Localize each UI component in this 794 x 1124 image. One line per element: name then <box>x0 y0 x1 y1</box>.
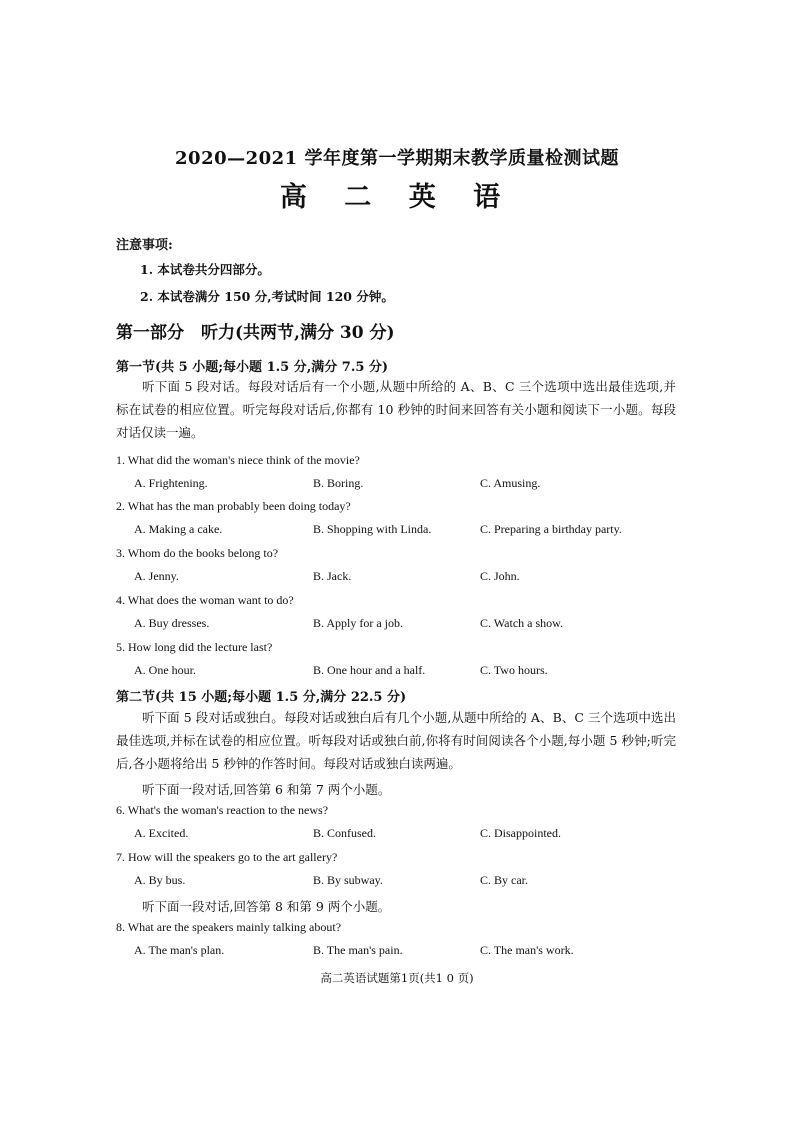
option-a: A. One hour. <box>134 663 196 677</box>
question-1: 1. What did the woman's niece think of the movie? <box>116 453 360 467</box>
question-6: 6. What's the woman's reaction to the news? <box>116 803 329 817</box>
option-a: A. Frightening. <box>134 476 208 490</box>
option-c: C. Preparing a birthday party. <box>480 522 622 536</box>
option-b: B. Jack. <box>313 569 352 583</box>
option-b: B. Apply for a job. <box>313 616 403 630</box>
dialogue-note: 听下面一段对话,回答第 8 和第 9 两个小题。 <box>142 899 391 914</box>
option-c: C. Disappointed. <box>480 826 561 840</box>
section-one-instructions: 听下面 5 段对话。每段对话后有一个小题,从题中所给的 A、B、C 三个选项中选出最佳选项,并标在试卷的相应位置。听完每段对话后,你都有 10 秒钟的时间来回答有关小题和阅读下一小题。每段对话仅读一遍。 <box>116 379 676 440</box>
option-c: C. John. <box>480 569 520 583</box>
section-two-title: 第二节(共 15 小题;每小题 1.5 分,满分 22.5 分) <box>116 690 407 705</box>
dialogue-note: 听下面一段对话,回答第 6 和第 7 两个小题。 <box>142 782 391 797</box>
question-7: 7. How will the speakers go to the art gallery? <box>116 850 338 864</box>
option-a: A. Making a cake. <box>134 522 223 536</box>
option-b: B. Confused. <box>313 826 376 840</box>
option-b: B. Shopping with Linda. <box>313 522 432 536</box>
notice-heading: 注意事项: <box>116 238 173 253</box>
notice-item: 1. 本试卷共分四部分。 <box>140 262 270 277</box>
section-one-title: 第一节(共 5 小题;每小题 1.5 分,满分 7.5 分) <box>116 360 389 375</box>
question-4: 4. What does the woman want to do? <box>116 593 294 607</box>
question-5: 5. How long did the lecture last? <box>116 640 273 654</box>
option-c: C. Watch a show. <box>480 616 564 630</box>
option-a: A. By bus. <box>134 873 186 887</box>
option-a: A. The man's plan. <box>134 943 225 957</box>
notice-item: 2. 本试卷满分 150 分,考试时间 120 分钟。 <box>140 289 394 304</box>
option-b: B. Boring. <box>313 476 364 490</box>
option-c: C. Two hours. <box>480 663 548 677</box>
section-two-instructions: 听下面 5 段对话或独白。每段对话或独白后有几个小题,从题中所给的 A、B、C 三个选项中选出最佳选项,并标在试卷的相应位置。听每段对话或独白前,你将有时间阅读各个小题,每小题 5 秒钟;听完后,各小题将给出 5 秒钟的作答时间。每段对话或独白读两遍。 <box>116 710 676 771</box>
option-c: C. By car. <box>480 873 528 887</box>
question-3: 3. Whom do the books belong to? <box>116 546 279 560</box>
option-c: C. The man's work. <box>480 943 574 957</box>
option-a: A. Buy dresses. <box>134 616 210 630</box>
option-a: A. Jenny. <box>134 569 179 583</box>
subject-title: 高 二 英 语 <box>279 182 515 213</box>
question-8: 8. What are the speakers mainly talking about? <box>116 920 342 934</box>
option-c: C. Amusing. <box>480 476 541 490</box>
question-2: 2. What has the man probably been doing today? <box>116 499 351 513</box>
option-b: B. The man's pain. <box>313 943 403 957</box>
part-one-title: 第一部分 听力(共两节,满分 30 分) <box>116 323 395 343</box>
option-b: B. By subway. <box>313 873 383 887</box>
exam-title: 2020—2021 学年度第一学期期末教学质量检测试题 <box>175 148 619 169</box>
option-b: B. One hour and a half. <box>313 663 426 677</box>
option-a: A. Excited. <box>134 826 189 840</box>
page-footer: 高二英语试题第1页(共1 0 页) <box>320 971 474 985</box>
